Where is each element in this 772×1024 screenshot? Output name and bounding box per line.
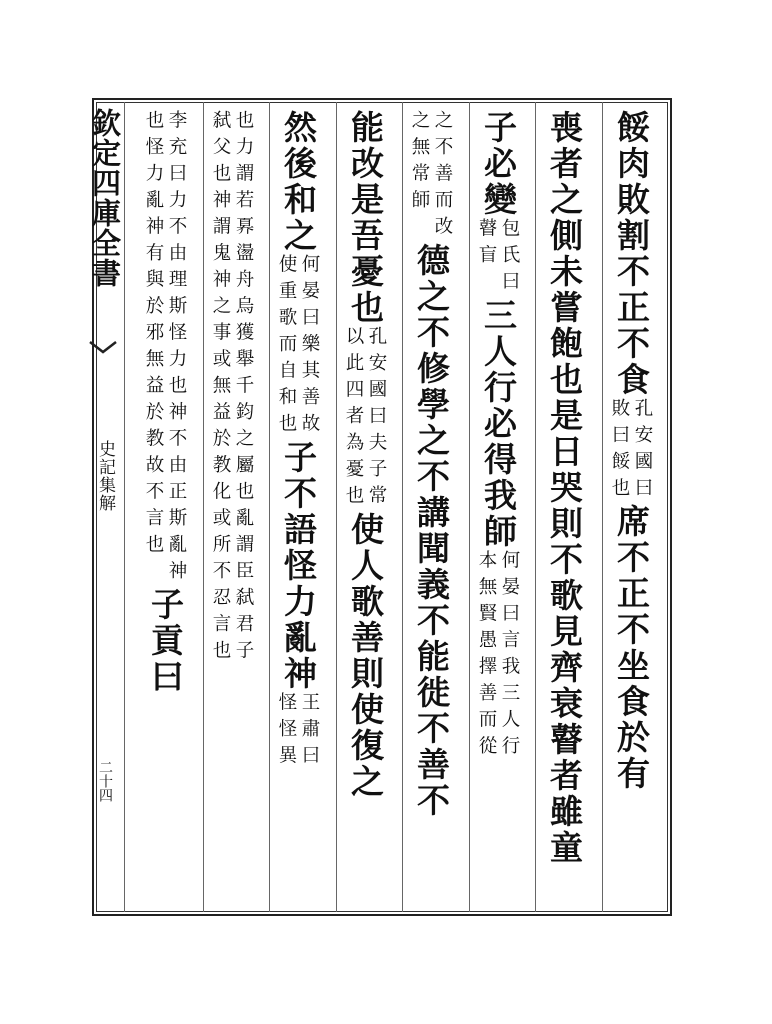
column-rule bbox=[124, 102, 125, 912]
commentary-note bbox=[209, 110, 255, 667]
commentary-note bbox=[342, 326, 388, 512]
commentary-line: 孔安國曰 bbox=[632, 398, 653, 504]
commentary-line: 何晏曰樂其善故 bbox=[299, 254, 320, 440]
main-text: 席不正不坐食於有 bbox=[612, 504, 651, 792]
text-column bbox=[275, 110, 321, 906]
column-rule bbox=[269, 102, 270, 912]
fish-tail-mark bbox=[88, 340, 118, 362]
commentary-line: 何晏曰言我三人行 bbox=[499, 549, 520, 762]
text-column bbox=[142, 110, 188, 906]
main-text: 使人歌善則使復之 bbox=[346, 511, 385, 800]
column-rule bbox=[402, 102, 403, 912]
main-text: 德之不修學之不講聞義不能徙不善不 bbox=[412, 242, 451, 819]
column-rule bbox=[602, 102, 603, 912]
main-text: 餒肉敗割不正不食 bbox=[612, 110, 651, 398]
main-text: 子貢曰 bbox=[146, 587, 185, 695]
text-column bbox=[475, 110, 521, 906]
commentary-line: 以此四者為憂也 bbox=[343, 326, 364, 512]
chapter-title: 史記集解 bbox=[95, 440, 115, 512]
column-rule bbox=[336, 102, 337, 912]
text-column bbox=[342, 110, 388, 906]
commentary-line: 怪怪異 bbox=[276, 691, 297, 771]
commentary-line: 使重歌而自和也 bbox=[276, 254, 297, 440]
commentary-note bbox=[475, 218, 521, 298]
commentary-line: 弑父也神謂鬼神之事或無益於教化或所不忍言也 bbox=[210, 110, 231, 667]
commentary-note bbox=[275, 692, 321, 772]
text-column bbox=[541, 110, 587, 906]
commentary-line: 李充曰力不由理斯怪力也神不由正斯亂神 bbox=[166, 110, 187, 587]
commentary-line: 也力謂若奡盪舟烏獲舉千鈞之屬也亂謂臣弑君子 bbox=[233, 110, 254, 667]
main-text: 三人行必得我師 bbox=[479, 297, 518, 550]
commentary-line: 之無常師 bbox=[409, 110, 430, 216]
main-text: 然後和之 bbox=[279, 110, 318, 254]
commentary-note bbox=[142, 110, 188, 587]
commentary-line: 王肅曰 bbox=[299, 691, 320, 771]
commentary-line: 敗曰餒也 bbox=[609, 398, 630, 504]
book-title: 欽定四庫全書 bbox=[88, 108, 122, 288]
commentary-line: 之不善而改 bbox=[432, 110, 453, 243]
text-column bbox=[608, 110, 654, 906]
commentary-line: 瞽盲 bbox=[476, 218, 497, 271]
text-column bbox=[408, 110, 454, 906]
text-column bbox=[209, 110, 255, 906]
column-rule bbox=[203, 102, 204, 912]
commentary-note bbox=[275, 254, 321, 440]
main-text: 子必變 bbox=[479, 110, 518, 218]
commentary-note bbox=[408, 110, 454, 243]
commentary-line: 包氏曰 bbox=[499, 218, 520, 298]
page-number: 二十四 bbox=[97, 760, 113, 802]
commentary-line: 本無賢愚擇善而從 bbox=[476, 549, 497, 762]
commentary-note bbox=[608, 398, 654, 504]
main-text: 能改是吾憂也 bbox=[346, 110, 385, 326]
main-text: 喪者之側未嘗飽也是日哭則不歌見齊衰瞽者雖童 bbox=[545, 110, 584, 866]
commentary-line: 孔安國曰夫子常 bbox=[366, 326, 387, 512]
column-rule bbox=[535, 102, 536, 912]
commentary-line: 也怪力亂神有與於邪無益於教故不言也 bbox=[143, 110, 164, 561]
commentary-note bbox=[475, 550, 521, 762]
column-rule bbox=[469, 102, 470, 912]
main-text: 子不語怪力亂神 bbox=[279, 439, 318, 692]
